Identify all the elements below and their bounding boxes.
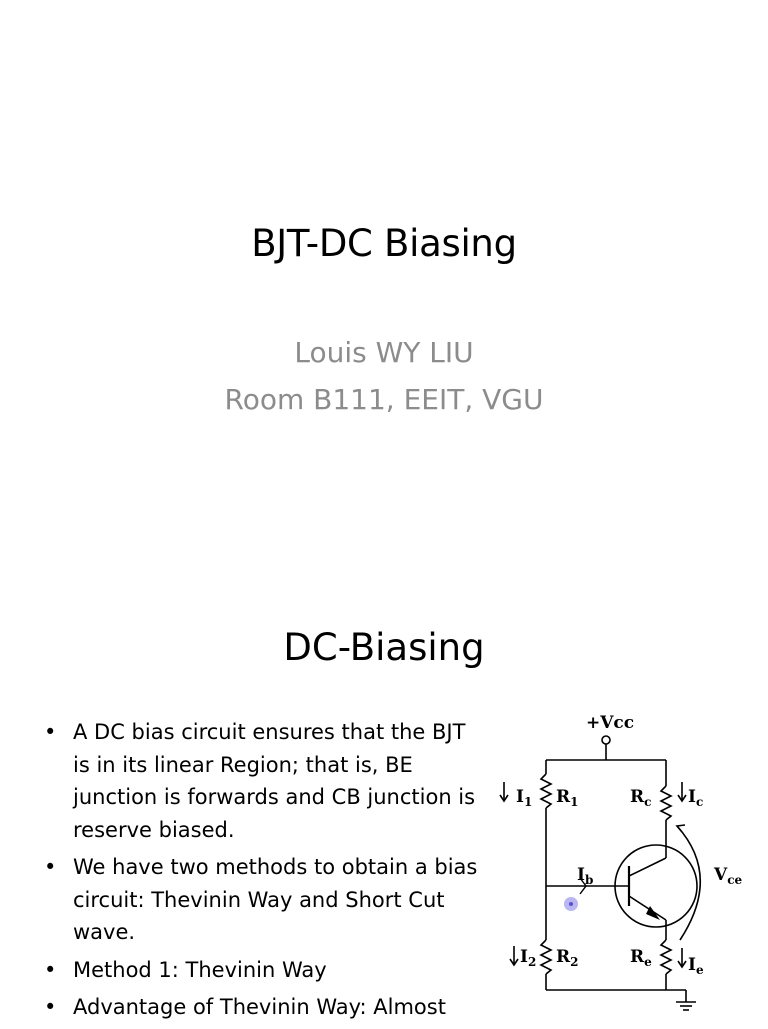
bullet-item: • Advantage of Thevinin Way: Almost [44, 991, 484, 1024]
r2-resistor [541, 940, 551, 974]
r2-label: $R_2$ [556, 947, 579, 969]
i1-arrow [500, 782, 508, 801]
r1-label: $R_1$ [556, 787, 579, 809]
rc-resistor [661, 786, 671, 820]
cursor-marker-center [569, 902, 573, 906]
i2-label: $I_2$ [520, 947, 537, 969]
author-room: Room B111, EEIT, VGU [224, 383, 544, 416]
slide-title: BJT-DC Biasing [251, 222, 517, 265]
vce-arrow [677, 825, 685, 832]
slide-title: DC-Biasing [283, 626, 485, 669]
ic-label: $I_c$ [688, 787, 704, 809]
transistor-collector [629, 858, 666, 876]
rc-label: $R_c$ [630, 787, 652, 809]
bullet-item: • Method 1: Thevinin Way [44, 954, 484, 987]
bullet-item: • A DC bias circuit ensures that the BJT is in its linear Region; that is, BE junction is forwards and CB junction is reserve biased. [44, 716, 484, 846]
content-slide [0, 576, 768, 1024]
author-name: Louis WY LIU [294, 336, 474, 369]
vce-label: $V_{ce}$ [714, 865, 743, 887]
ie-arrow [678, 948, 686, 967]
vcc-terminal [602, 736, 610, 744]
i1-label: $I_1$ [516, 787, 533, 809]
i2-arrow [510, 946, 518, 965]
r1-resistor [541, 774, 551, 808]
re-resistor [661, 940, 671, 974]
re-label: $R_e$ [630, 947, 652, 969]
ic-arrow [678, 782, 686, 801]
transistor-emitter [629, 896, 666, 920]
bjt-bias-circuit-diagram [484, 708, 768, 1024]
bullet-list [44, 716, 484, 1029]
vcc-label: +Vcc [586, 713, 635, 733]
ie-label: $I_e$ [688, 955, 704, 977]
bullet-item: • We have two methods to obtain a bias circuit: Thevinin Way and Short Cut wave. [44, 851, 484, 949]
ib-label: $I_b$ [577, 865, 594, 887]
